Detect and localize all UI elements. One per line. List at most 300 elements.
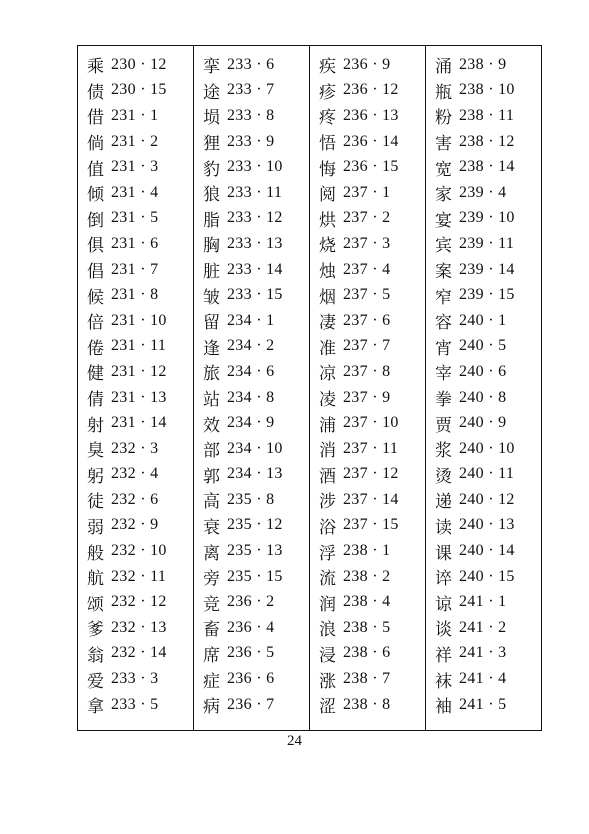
entry-character: 健 bbox=[87, 364, 104, 385]
entry-reference: 240 · 1 bbox=[459, 311, 507, 329]
entry-reference: 234 · 9 bbox=[227, 414, 275, 432]
entry-character: 衰 bbox=[203, 517, 220, 538]
entry-character: 弱 bbox=[87, 517, 104, 538]
page-number: 24 bbox=[287, 733, 302, 749]
entry-character: 悟 bbox=[319, 134, 336, 155]
index-entry bbox=[78, 180, 193, 206]
entry-character: 旁 bbox=[203, 569, 220, 590]
index-entry bbox=[426, 385, 541, 411]
entry-character: 烘 bbox=[319, 210, 336, 231]
entry-character: 凄 bbox=[319, 313, 336, 334]
entry-reference: 231 · 12 bbox=[111, 362, 167, 380]
index-entry bbox=[426, 462, 541, 488]
entry-reference: 240 · 5 bbox=[459, 337, 507, 355]
entry-reference: 231 · 1 bbox=[111, 106, 159, 124]
index-entry bbox=[426, 513, 541, 539]
entry-character: 浪 bbox=[319, 620, 336, 641]
entry-character: 值 bbox=[87, 159, 104, 180]
entry-character: 途 bbox=[203, 82, 220, 103]
entry-character: 谇 bbox=[435, 569, 452, 590]
entry-character: 悔 bbox=[319, 159, 336, 180]
entry-reference: 232 · 3 bbox=[111, 439, 159, 457]
entry-reference: 238 · 8 bbox=[343, 695, 391, 713]
entry-character: 倾 bbox=[87, 185, 104, 206]
entry-character: 倍 bbox=[87, 313, 104, 334]
entry-reference: 237 · 6 bbox=[343, 311, 391, 329]
index-entry bbox=[78, 692, 193, 718]
character-index-table bbox=[77, 45, 542, 731]
index-entry bbox=[426, 103, 541, 129]
entry-reference: 231 · 14 bbox=[111, 414, 167, 432]
index-entry bbox=[194, 78, 309, 104]
entry-reference: 241 · 3 bbox=[459, 644, 507, 662]
index-entry bbox=[426, 589, 541, 615]
index-entry bbox=[310, 589, 425, 615]
index-entry bbox=[310, 462, 425, 488]
index-entry bbox=[78, 666, 193, 692]
entry-reference: 236 · 7 bbox=[227, 695, 275, 713]
entry-reference: 236 · 9 bbox=[343, 55, 391, 73]
index-entry bbox=[78, 564, 193, 590]
entry-character: 宾 bbox=[435, 236, 452, 257]
entry-character: 畜 bbox=[203, 620, 220, 641]
entry-character: 狼 bbox=[203, 185, 220, 206]
entry-character: 挛 bbox=[203, 57, 220, 78]
index-entry bbox=[310, 334, 425, 360]
entry-character: 倘 bbox=[87, 134, 104, 155]
entry-reference: 241 · 4 bbox=[459, 670, 507, 688]
entry-reference: 233 · 15 bbox=[227, 286, 283, 304]
index-entry bbox=[78, 206, 193, 232]
entry-character: 拿 bbox=[87, 697, 104, 718]
entry-character: 躬 bbox=[87, 466, 104, 487]
entry-reference: 237 · 8 bbox=[343, 362, 391, 380]
entry-reference: 240 · 15 bbox=[459, 567, 515, 585]
entry-character: 离 bbox=[203, 543, 220, 564]
entry-character: 航 bbox=[87, 569, 104, 590]
entry-character: 豹 bbox=[203, 159, 220, 180]
entry-character: 倡 bbox=[87, 262, 104, 283]
entry-character: 倩 bbox=[87, 390, 104, 411]
entry-character: 瓶 bbox=[435, 82, 452, 103]
index-entry bbox=[194, 154, 309, 180]
index-entry bbox=[78, 154, 193, 180]
index-entry bbox=[78, 487, 193, 513]
entry-reference: 241 · 5 bbox=[459, 695, 507, 713]
index-column bbox=[309, 46, 425, 730]
index-entry bbox=[426, 52, 541, 78]
index-entry bbox=[426, 666, 541, 692]
index-entry bbox=[426, 308, 541, 334]
index-entry bbox=[194, 129, 309, 155]
entry-character: 涨 bbox=[319, 671, 336, 692]
entry-reference: 239 · 14 bbox=[459, 260, 515, 278]
index-entry bbox=[310, 231, 425, 257]
index-entry bbox=[78, 615, 193, 641]
index-entry bbox=[194, 231, 309, 257]
index-entry bbox=[310, 666, 425, 692]
index-entry bbox=[426, 180, 541, 206]
entry-reference: 231 · 13 bbox=[111, 388, 167, 406]
entry-character: 胸 bbox=[203, 236, 220, 257]
entry-reference: 241 · 1 bbox=[459, 593, 507, 611]
entry-character: 站 bbox=[203, 390, 220, 411]
entry-reference: 231 · 8 bbox=[111, 286, 159, 304]
entry-character: 凌 bbox=[319, 390, 336, 411]
entry-character: 爹 bbox=[87, 620, 104, 641]
index-entry bbox=[426, 78, 541, 104]
entry-reference: 236 · 15 bbox=[343, 158, 399, 176]
index-entry bbox=[78, 538, 193, 564]
entry-reference: 232 · 4 bbox=[111, 465, 159, 483]
entry-reference: 238 · 6 bbox=[343, 644, 391, 662]
index-entry bbox=[310, 513, 425, 539]
index-entry bbox=[78, 78, 193, 104]
entry-reference: 241 · 2 bbox=[459, 618, 507, 636]
index-entry bbox=[310, 359, 425, 385]
index-entry bbox=[194, 615, 309, 641]
entry-reference: 234 · 10 bbox=[227, 439, 283, 457]
entry-character: 准 bbox=[319, 338, 336, 359]
entry-character: 席 bbox=[203, 645, 220, 666]
entry-character: 凉 bbox=[319, 364, 336, 385]
entry-reference: 235 · 13 bbox=[227, 542, 283, 560]
index-column bbox=[193, 46, 309, 730]
index-entry bbox=[78, 282, 193, 308]
entry-character: 高 bbox=[203, 492, 220, 513]
index-entry bbox=[426, 692, 541, 718]
entry-reference: 236 · 2 bbox=[227, 593, 275, 611]
entry-reference: 232 · 10 bbox=[111, 542, 167, 560]
entry-character: 乘 bbox=[87, 57, 104, 78]
index-entry bbox=[194, 641, 309, 667]
entry-character: 逢 bbox=[203, 338, 220, 359]
entry-character: 家 bbox=[435, 185, 452, 206]
entry-character: 容 bbox=[435, 313, 452, 334]
entry-character: 读 bbox=[435, 517, 452, 538]
entry-reference: 233 · 12 bbox=[227, 209, 283, 227]
entry-reference: 237 · 10 bbox=[343, 414, 399, 432]
entry-character: 症 bbox=[203, 671, 220, 692]
entry-reference: 233 · 9 bbox=[227, 132, 275, 150]
entry-reference: 238 · 12 bbox=[459, 132, 515, 150]
entry-character: 俱 bbox=[87, 236, 104, 257]
entry-character: 般 bbox=[87, 543, 104, 564]
entry-reference: 233 · 14 bbox=[227, 260, 283, 278]
index-entry bbox=[78, 436, 193, 462]
index-entry bbox=[78, 129, 193, 155]
index-entry bbox=[194, 436, 309, 462]
entry-reference: 234 · 8 bbox=[227, 388, 275, 406]
entry-character: 袖 bbox=[435, 697, 452, 718]
entry-reference: 234 · 2 bbox=[227, 337, 275, 355]
entry-character: 倒 bbox=[87, 210, 104, 231]
entry-character: 疼 bbox=[319, 108, 336, 129]
index-entry bbox=[194, 257, 309, 283]
entry-reference: 237 · 5 bbox=[343, 286, 391, 304]
entry-character: 宵 bbox=[435, 338, 452, 359]
entry-character: 窄 bbox=[435, 287, 452, 308]
entry-reference: 232 · 14 bbox=[111, 644, 167, 662]
index-entry bbox=[426, 359, 541, 385]
entry-character: 脂 bbox=[203, 210, 220, 231]
entry-reference: 230 · 15 bbox=[111, 81, 167, 99]
entry-reference: 239 · 15 bbox=[459, 286, 515, 304]
entry-reference: 237 · 4 bbox=[343, 260, 391, 278]
entry-character: 旅 bbox=[203, 364, 220, 385]
entry-character: 涩 bbox=[319, 697, 336, 718]
entry-character: 宽 bbox=[435, 159, 452, 180]
index-entry bbox=[310, 206, 425, 232]
index-entry bbox=[310, 564, 425, 590]
entry-reference: 234 · 1 bbox=[227, 311, 275, 329]
entry-character: 爱 bbox=[87, 671, 104, 692]
entry-reference: 240 · 13 bbox=[459, 516, 515, 534]
entry-reference: 235 · 15 bbox=[227, 567, 283, 585]
index-entry bbox=[78, 589, 193, 615]
entry-character: 皱 bbox=[203, 287, 220, 308]
index-entry bbox=[78, 231, 193, 257]
entry-reference: 233 · 10 bbox=[227, 158, 283, 176]
entry-character: 谅 bbox=[435, 594, 452, 615]
index-entry bbox=[78, 52, 193, 78]
index-entry bbox=[310, 615, 425, 641]
entry-reference: 236 · 13 bbox=[343, 106, 399, 124]
entry-character: 涉 bbox=[319, 492, 336, 513]
entry-character: 烧 bbox=[319, 236, 336, 257]
index-entry bbox=[194, 206, 309, 232]
entry-reference: 236 · 5 bbox=[227, 644, 275, 662]
index-entry bbox=[426, 231, 541, 257]
index-entry bbox=[310, 692, 425, 718]
entry-character: 害 bbox=[435, 134, 452, 155]
entry-character: 流 bbox=[319, 569, 336, 590]
entry-character: 浸 bbox=[319, 645, 336, 666]
index-entry bbox=[78, 641, 193, 667]
entry-character: 袜 bbox=[435, 671, 452, 692]
entry-reference: 240 · 6 bbox=[459, 362, 507, 380]
index-entry bbox=[194, 589, 309, 615]
index-entry bbox=[194, 564, 309, 590]
entry-reference: 240 · 12 bbox=[459, 490, 515, 508]
entry-reference: 236 · 6 bbox=[227, 670, 275, 688]
index-entry bbox=[310, 103, 425, 129]
index-entry bbox=[310, 538, 425, 564]
entry-character: 埙 bbox=[203, 108, 220, 129]
entry-character: 浆 bbox=[435, 441, 452, 462]
entry-reference: 231 · 11 bbox=[111, 337, 167, 355]
entry-reference: 234 · 13 bbox=[227, 465, 283, 483]
entry-reference: 238 · 7 bbox=[343, 670, 391, 688]
entry-character: 疹 bbox=[319, 82, 336, 103]
entry-character: 课 bbox=[435, 543, 452, 564]
entry-character: 效 bbox=[203, 415, 220, 436]
entry-character: 粉 bbox=[435, 108, 452, 129]
entry-reference: 240 · 10 bbox=[459, 439, 515, 457]
index-entry bbox=[310, 257, 425, 283]
entry-reference: 231 · 4 bbox=[111, 183, 159, 201]
entry-reference: 237 · 9 bbox=[343, 388, 391, 406]
entry-reference: 233 · 13 bbox=[227, 234, 283, 252]
entry-reference: 232 · 11 bbox=[111, 567, 167, 585]
index-entry bbox=[426, 641, 541, 667]
index-entry bbox=[194, 666, 309, 692]
index-entry bbox=[426, 206, 541, 232]
index-entry bbox=[426, 538, 541, 564]
entry-character: 臭 bbox=[87, 441, 104, 462]
entry-reference: 238 · 9 bbox=[459, 55, 507, 73]
index-entry bbox=[194, 513, 309, 539]
entry-reference: 238 · 10 bbox=[459, 81, 515, 99]
entry-reference: 238 · 11 bbox=[459, 106, 515, 124]
entry-reference: 232 · 12 bbox=[111, 593, 167, 611]
entry-reference: 237 · 15 bbox=[343, 516, 399, 534]
index-entry bbox=[194, 692, 309, 718]
index-entry bbox=[78, 103, 193, 129]
entry-character: 翁 bbox=[87, 645, 104, 666]
entry-character: 狸 bbox=[203, 134, 220, 155]
entry-reference: 231 · 7 bbox=[111, 260, 159, 278]
index-column bbox=[78, 46, 193, 730]
entry-reference: 237 · 2 bbox=[343, 209, 391, 227]
entry-reference: 239 · 4 bbox=[459, 183, 507, 201]
index-entry bbox=[78, 359, 193, 385]
entry-character: 留 bbox=[203, 313, 220, 334]
entry-character: 涌 bbox=[435, 57, 452, 78]
index-entry bbox=[310, 436, 425, 462]
index-entry bbox=[194, 538, 309, 564]
index-entry bbox=[426, 487, 541, 513]
index-entry bbox=[194, 334, 309, 360]
entry-reference: 231 · 2 bbox=[111, 132, 159, 150]
entry-reference: 235 · 8 bbox=[227, 490, 275, 508]
entry-reference: 236 · 12 bbox=[343, 81, 399, 99]
entry-character: 烫 bbox=[435, 466, 452, 487]
entry-character: 浴 bbox=[319, 517, 336, 538]
index-entry bbox=[78, 385, 193, 411]
entry-reference: 239 · 11 bbox=[459, 234, 515, 252]
index-entry bbox=[310, 385, 425, 411]
entry-character: 案 bbox=[435, 262, 452, 283]
index-entry bbox=[194, 462, 309, 488]
index-column bbox=[425, 46, 541, 730]
entry-reference: 232 · 13 bbox=[111, 618, 167, 636]
index-entry bbox=[194, 282, 309, 308]
entry-reference: 240 · 9 bbox=[459, 414, 507, 432]
index-entry bbox=[194, 385, 309, 411]
index-entry bbox=[310, 641, 425, 667]
entry-character: 阅 bbox=[319, 185, 336, 206]
entry-character: 浮 bbox=[319, 543, 336, 564]
entry-reference: 233 · 3 bbox=[111, 670, 159, 688]
index-entry bbox=[310, 52, 425, 78]
index-entry bbox=[426, 564, 541, 590]
index-entry bbox=[78, 257, 193, 283]
entry-character: 竞 bbox=[203, 594, 220, 615]
entry-reference: 238 · 2 bbox=[343, 567, 391, 585]
entry-reference: 238 · 1 bbox=[343, 542, 391, 560]
entry-character: 烟 bbox=[319, 287, 336, 308]
entry-reference: 237 · 12 bbox=[343, 465, 399, 483]
entry-reference: 232 · 6 bbox=[111, 490, 159, 508]
entry-character: 倦 bbox=[87, 338, 104, 359]
entry-character: 递 bbox=[435, 492, 452, 513]
index-entry bbox=[426, 154, 541, 180]
index-entry bbox=[78, 308, 193, 334]
entry-reference: 237 · 3 bbox=[343, 234, 391, 252]
entry-character: 宰 bbox=[435, 364, 452, 385]
entry-character: 消 bbox=[319, 441, 336, 462]
entry-character: 徒 bbox=[87, 492, 104, 513]
entry-reference: 233 · 7 bbox=[227, 81, 275, 99]
entry-character: 酒 bbox=[319, 466, 336, 487]
index-entry bbox=[310, 308, 425, 334]
entry-character: 颂 bbox=[87, 594, 104, 615]
entry-reference: 237 · 7 bbox=[343, 337, 391, 355]
entry-reference: 231 · 3 bbox=[111, 158, 159, 176]
entry-character: 宴 bbox=[435, 210, 452, 231]
entry-reference: 232 · 9 bbox=[111, 516, 159, 534]
index-entry bbox=[194, 308, 309, 334]
index-entry bbox=[310, 180, 425, 206]
index-entry bbox=[194, 359, 309, 385]
entry-character: 谈 bbox=[435, 620, 452, 641]
entry-character: 疾 bbox=[319, 57, 336, 78]
entry-reference: 231 · 6 bbox=[111, 234, 159, 252]
entry-character: 烛 bbox=[319, 262, 336, 283]
entry-character: 病 bbox=[203, 697, 220, 718]
entry-reference: 233 · 5 bbox=[111, 695, 159, 713]
entry-reference: 238 · 14 bbox=[459, 158, 515, 176]
entry-reference: 235 · 12 bbox=[227, 516, 283, 534]
index-entry bbox=[78, 410, 193, 436]
index-entry bbox=[310, 78, 425, 104]
entry-reference: 233 · 11 bbox=[227, 183, 283, 201]
index-entry bbox=[194, 52, 309, 78]
entry-reference: 237 · 1 bbox=[343, 183, 391, 201]
entry-reference: 236 · 4 bbox=[227, 618, 275, 636]
index-entry bbox=[310, 410, 425, 436]
entry-character: 部 bbox=[203, 441, 220, 462]
entry-reference: 240 · 8 bbox=[459, 388, 507, 406]
entry-reference: 230 · 12 bbox=[111, 55, 167, 73]
index-entry bbox=[426, 129, 541, 155]
entry-reference: 237 · 14 bbox=[343, 490, 399, 508]
index-entry bbox=[310, 154, 425, 180]
entry-reference: 239 · 10 bbox=[459, 209, 515, 227]
entry-reference: 238 · 5 bbox=[343, 618, 391, 636]
index-entry bbox=[310, 487, 425, 513]
index-entry bbox=[426, 436, 541, 462]
entry-reference: 231 · 5 bbox=[111, 209, 159, 227]
entry-reference: 236 · 14 bbox=[343, 132, 399, 150]
entry-reference: 234 · 6 bbox=[227, 362, 275, 380]
index-entry bbox=[194, 410, 309, 436]
index-entry bbox=[194, 487, 309, 513]
entry-character: 射 bbox=[87, 415, 104, 436]
entry-reference: 238 · 4 bbox=[343, 593, 391, 611]
index-entry bbox=[78, 334, 193, 360]
index-entry bbox=[426, 257, 541, 283]
index-entry bbox=[310, 282, 425, 308]
entry-reference: 237 · 11 bbox=[343, 439, 399, 457]
index-entry bbox=[194, 180, 309, 206]
entry-character: 候 bbox=[87, 287, 104, 308]
entry-character: 浦 bbox=[319, 415, 336, 436]
entry-reference: 233 · 8 bbox=[227, 106, 275, 124]
entry-reference: 240 · 11 bbox=[459, 465, 515, 483]
index-entry bbox=[78, 462, 193, 488]
